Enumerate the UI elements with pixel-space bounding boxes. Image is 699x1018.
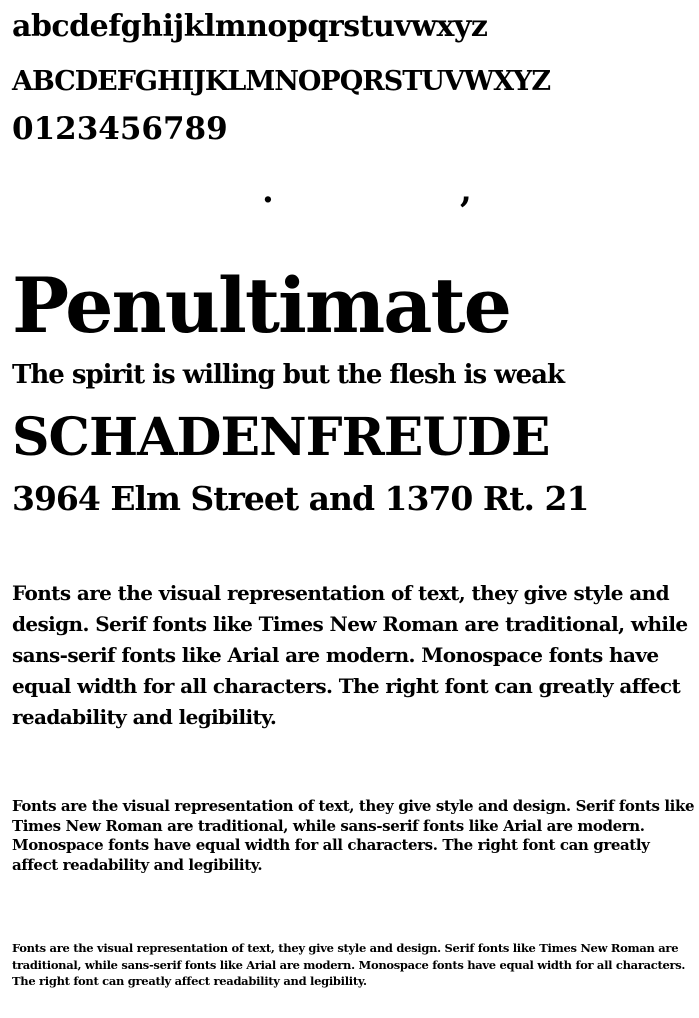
paragraph-small: Fonts are the visual representation of text, they give style and design. Serif fonts like Times New Roman are traditional, while sans-serif fonts like Arial are modern. Monospace fonts have equal width for all characters. The right font can greatly affect readability and legibility. (12, 941, 686, 988)
sample-sentence: The spirit is willing but the flesh is weak (12, 360, 564, 390)
period-glyph: . (262, 171, 274, 211)
comma-glyph: , (460, 171, 472, 211)
digits-row: 0123456789 (12, 111, 228, 147)
paragraph-medium: Fonts are the visual representation of text, they give style and design. Serif fonts like Times New Roman are traditional, while sans-serif fonts like Arial are modern. Monospace fonts have equal width for all characters. The right font can greatly affect readability and legibility. (12, 797, 695, 874)
sample-address: 3964 Elm Street and 1370 Rt. 21 (12, 479, 589, 518)
sample-large-word: Penultimate (12, 261, 510, 350)
paragraph-large: Fonts are the visual representation of text, they give style and design. Serif fonts like Times New Roman are traditional, while sans-serif fonts like Arial are modern. Monospace fonts have equal width for all characters. The right font can greatly affect readability and legibility. (12, 581, 688, 729)
sample-caps-word: SCHADENFREUDE (12, 407, 550, 468)
uppercase-alphabet: ABCDEFGHIJKLMNOPQRSTUVWXYZ (12, 66, 551, 97)
lowercase-alphabet: abcdefghijklmnopqrstuvwxyz (12, 9, 488, 44)
